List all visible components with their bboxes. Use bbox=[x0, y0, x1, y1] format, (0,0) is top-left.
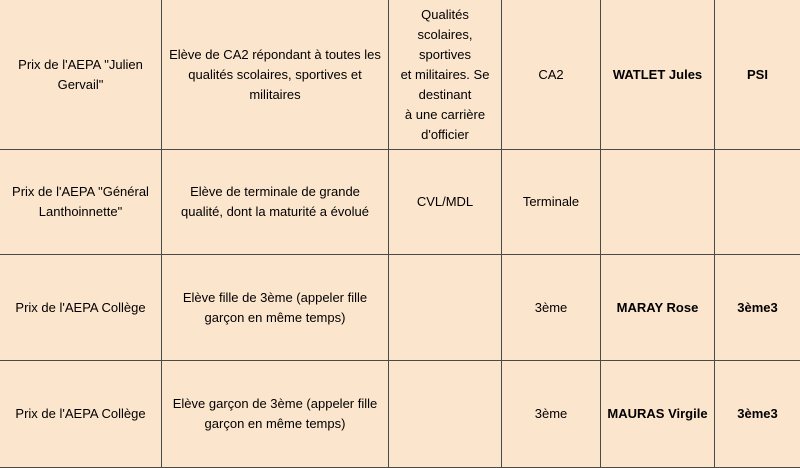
class-level-cell: CA2 bbox=[502, 0, 601, 150]
winner-class-cell: 3ème3 bbox=[715, 361, 800, 468]
table-row bbox=[0, 0, 800, 150]
criteria-line: scolaires, bbox=[395, 25, 495, 45]
table-row bbox=[0, 150, 800, 255]
winner-cell: MAURAS Virgile bbox=[601, 361, 715, 468]
prize-name-cell: Prix de l'AEPA "Julien Gervail" bbox=[0, 0, 162, 150]
criteria-line: à une carrière bbox=[395, 105, 495, 125]
winner-class-cell bbox=[715, 150, 800, 255]
table-row bbox=[0, 255, 800, 361]
criteria-line: Qualités bbox=[395, 5, 495, 25]
criteria-cell bbox=[389, 150, 502, 255]
winner-cell: MARAY Rose bbox=[601, 255, 715, 361]
criteria-line: CVL/MDL bbox=[395, 192, 495, 212]
criteria-line: destinant bbox=[395, 85, 495, 105]
criteria-cell bbox=[389, 255, 502, 361]
class-level-cell: 3ème bbox=[502, 255, 601, 361]
prize-name-cell: Prix de l'AEPA Collège bbox=[0, 255, 162, 361]
prize-name-cell: Prix de l'AEPA Collège bbox=[0, 361, 162, 468]
description-cell: Elève garçon de 3ème (appeler fille garçon en même temps) bbox=[162, 361, 389, 468]
winner-cell: WATLET Jules bbox=[601, 0, 715, 150]
winner-cell bbox=[601, 150, 715, 255]
winner-class-cell: PSI bbox=[715, 0, 800, 150]
criteria-cell bbox=[389, 361, 502, 468]
description-cell: Elève de terminale de grande qualité, dont la maturité a évolué bbox=[162, 150, 389, 255]
criteria-cell bbox=[389, 0, 502, 150]
criteria-line: et militaires. Se bbox=[395, 65, 495, 85]
winner-class-cell: 3ème3 bbox=[715, 255, 800, 361]
class-level-cell: Terminale bbox=[502, 150, 601, 255]
criteria-line: d'officier bbox=[395, 125, 495, 145]
class-level-cell: 3ème bbox=[502, 361, 601, 468]
description-cell: Elève fille de 3ème (appeler fille garçon en même temps) bbox=[162, 255, 389, 361]
description-cell: Elève de CA2 répondant à toutes les qualités scolaires, sportives et militaires bbox=[162, 0, 389, 150]
prize-name-cell: Prix de l'AEPA "Général Lanthoinnette" bbox=[0, 150, 162, 255]
table-row bbox=[0, 361, 800, 468]
criteria-line: sportives bbox=[395, 45, 495, 65]
